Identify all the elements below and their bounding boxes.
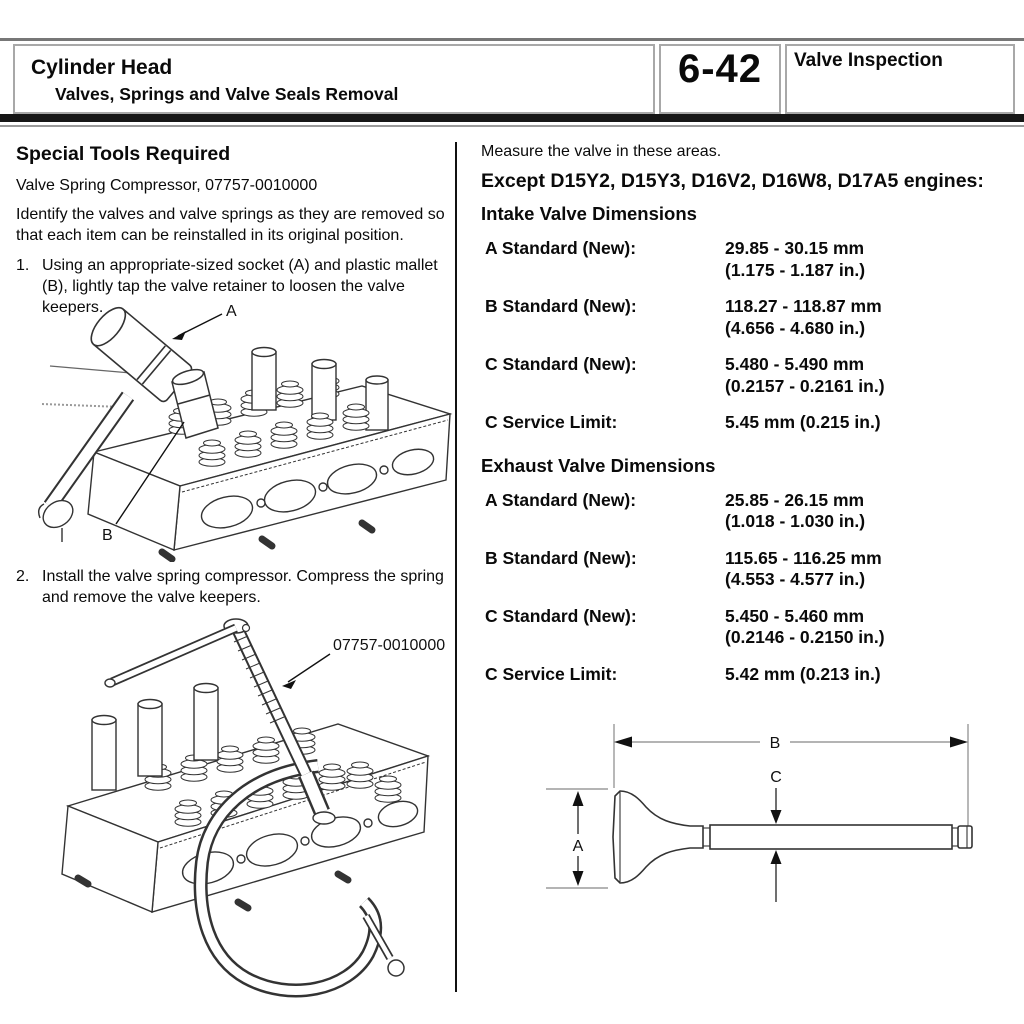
spec-value-line1: 5.45 mm (0.215 in.) [725, 412, 881, 432]
figure-valve-dimensions [540, 712, 1012, 957]
step-text: Install the valve spring compressor. Compress the spring and remove the valve keepers. [42, 568, 444, 606]
spec-row-intake-b [481, 296, 1013, 339]
figure1-label-a: A [226, 303, 237, 320]
label-a-arrowhead [172, 331, 186, 340]
spec-label: A Standard (New): [485, 238, 637, 258]
spec-row-exhaust-a [481, 490, 1013, 533]
step-2 [16, 566, 456, 608]
special-tools-heading: Special Tools Required [16, 143, 231, 165]
step-number: 2. [16, 568, 30, 585]
compressor-foot [313, 812, 335, 824]
hand [38, 495, 78, 542]
valve-outline [613, 791, 972, 883]
right-column [481, 141, 1013, 700]
spec-label: B Standard (New): [485, 296, 637, 316]
dim-a-arrow-down [573, 871, 584, 886]
spec-label: B Standard (New): [485, 547, 637, 568]
special-tool-line: Valve Spring Compressor, 07757-0010000 [16, 177, 318, 194]
header-gray-line [0, 125, 1024, 127]
header-top-rule [0, 38, 1024, 41]
step-number: 1. [16, 257, 30, 274]
spec-value-line2: (1.018 - 1.030 in.) [725, 511, 866, 531]
header-section-box [13, 44, 655, 114]
cylinder-head-block [62, 724, 428, 912]
spec-label: A Standard (New): [485, 489, 637, 510]
figure-valve-spring-compressor [8, 616, 460, 1012]
dim-a-arrow-up [573, 791, 584, 806]
spec-row-intake-service [481, 412, 1013, 434]
spec-value-line1: 115.65 - 116.25 mm [725, 547, 882, 568]
figure-valve-keeper-tap [22, 300, 454, 562]
spec-value-line1: 118.27 - 118.87 mm [725, 296, 882, 316]
spec-row-exhaust-service [481, 664, 1013, 686]
motion-line-dotted [42, 404, 122, 407]
page-title: Valve Inspection [794, 50, 943, 71]
header-black-bar [0, 114, 1024, 122]
tool-label-arrow-line [288, 654, 330, 682]
spec-label: C Service Limit: [485, 412, 618, 432]
spec-row-intake-a [481, 238, 1013, 281]
section-title: Cylinder Head [31, 56, 173, 79]
spec-row-exhaust-b [481, 548, 1013, 591]
engines-heading: Except D15Y2, D15Y3, D16V2, D16W8, D17A5 engines: [481, 170, 984, 192]
subsection-title: Valves, Springs and Valve Seals Removal [55, 84, 399, 104]
dim-c-arrow-up [771, 850, 782, 864]
valve-dim-label-b: B [769, 735, 781, 752]
spec-value-line2: (4.656 - 4.680 in.) [725, 317, 866, 338]
figure1-label-b: B [102, 527, 113, 544]
spec-value-line1: 5.42 mm (0.213 in.) [725, 663, 881, 684]
spec-value-line2: (1.175 - 1.187 in.) [725, 259, 866, 280]
figure2-tool-label: 07757-0010000 [333, 637, 446, 654]
spec-value-line2: (0.2146 - 0.2150 in.) [725, 627, 885, 647]
spec-row-exhaust-c [481, 606, 1013, 649]
dim-c-arrow-down [771, 810, 782, 824]
spec-value-line1: 25.85 - 26.15 mm [725, 489, 865, 510]
intro-paragraph: Identify the valves and valve springs as they are removed so that each item can be reinstalled in its original position. [16, 206, 445, 244]
spec-value-line1: 29.85 - 30.15 mm [725, 238, 865, 258]
spec-label: C Standard (New): [485, 354, 637, 374]
intake-heading: Intake Valve Dimensions [481, 203, 697, 224]
compressor-t-bar [105, 628, 236, 687]
spec-value-line1: 5.480 - 5.490 mm [725, 354, 865, 374]
clamp-ball-handle [388, 960, 404, 976]
measure-intro: Measure the valve in these areas. [481, 143, 722, 160]
spec-value-line1: 5.450 - 5.460 mm [725, 605, 865, 626]
valve-dim-label-c: C [770, 769, 782, 786]
valve-dim-label-a: A [572, 838, 584, 855]
dim-b-arrow-left [614, 737, 632, 748]
step-text: Using an appropriate-sized socket (A) and plastic mallet (B), lightly tap the valve retainer to loosen the valve keepers. [42, 257, 438, 316]
page-title-box [785, 44, 1015, 114]
spec-row-intake-c [481, 354, 1013, 397]
page-number: 6-42 [677, 47, 763, 91]
spec-label: C Service Limit: [485, 663, 618, 684]
page-number-box [659, 44, 781, 114]
dim-b-arrow-right [950, 737, 968, 748]
spec-value-line2: (4.553 - 4.577 in.) [725, 569, 866, 589]
exhaust-heading: Exhaust Valve Dimensions [481, 454, 716, 476]
spec-value-line2: (0.2157 - 0.2161 in.) [725, 375, 885, 396]
spec-label: C Standard (New): [485, 605, 637, 626]
